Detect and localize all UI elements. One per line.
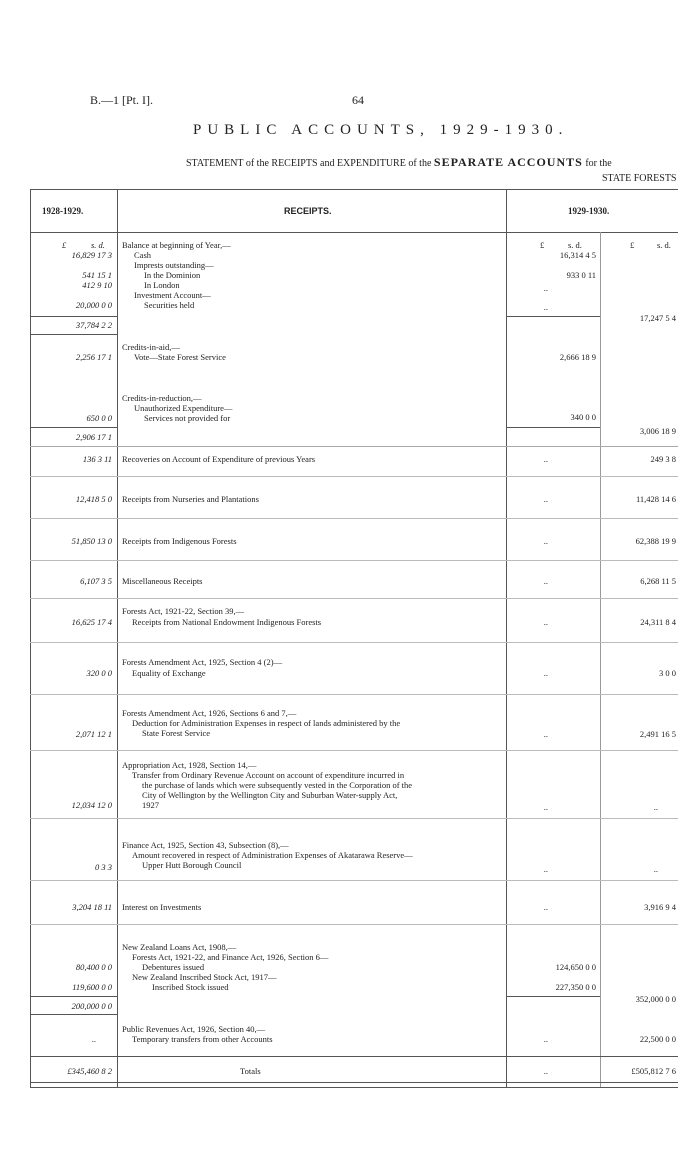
table-left-rule: [30, 189, 31, 1087]
row-rule-2: [30, 476, 678, 477]
row-rule-3: [30, 518, 678, 519]
row-rule-11: [30, 924, 678, 925]
appropriation-prev: 12,034 12 0: [71, 800, 112, 810]
amend-1926-mid: ..: [543, 729, 548, 739]
page-number: 64: [352, 93, 364, 107]
recoveries-mid: ..: [543, 454, 548, 464]
london-prev: 412 9 10: [82, 280, 112, 290]
finance-1925-heading: Finance Act, 1925, Section 43, Subsection (8),—: [122, 840, 289, 850]
inscribed-prev: 119,600 0 0: [72, 982, 112, 992]
col-head-receipts: RECEIPTS.: [284, 206, 332, 216]
securities-prev: 20,000 0 0: [75, 300, 112, 310]
balance-mid-rule: [506, 316, 600, 317]
unauth-label: Unauthorized Expenditure—: [134, 403, 233, 413]
unit-sd-curr: s. d.: [657, 240, 671, 250]
indigenous-label: Receipts from Indigenous Forests: [122, 536, 237, 546]
col-divider-1: [117, 189, 118, 1087]
loans-subrule: [30, 996, 117, 997]
loans-line1: Forests Act, 1921-22, and Finance Act, 1926, Section 6—: [132, 952, 329, 962]
finance-1925-curr: ..: [653, 864, 658, 874]
cash-label: Cash: [134, 250, 151, 260]
unit-sd-mid: s. d.: [568, 240, 582, 250]
indigenous-curr: 62,388 19 9: [635, 536, 676, 546]
public-revenues-heading: Public Revenues Act, 1926, Section 40,—: [122, 1024, 266, 1034]
credits-mid-rule: [506, 427, 600, 428]
forests-act-curr: 24,311 8 4: [640, 617, 676, 627]
appropriation-line3: City of Wellington by the Wellington City and Suburban Water-supply Act,: [142, 790, 398, 800]
row-rule-8: [30, 750, 678, 751]
header-rule: [30, 232, 678, 233]
unit-pound-curr: £: [630, 240, 635, 250]
col-head-prev: 1928-1929.: [42, 206, 84, 216]
loans-mid-rule: [506, 996, 600, 997]
securities-label: Securities held: [144, 300, 195, 310]
finance-1925-line1: Amount recovered in respect of Administration Expenses of Akatarawa Reserve—: [132, 850, 413, 860]
misc-prev: 6,107 3 5: [80, 576, 112, 586]
public-revenues-curr: 22,500 0 0: [639, 1034, 676, 1044]
subtitle-line-2: STATE FORESTS: [602, 173, 677, 184]
totals-prev: £345,460 8 2: [67, 1066, 112, 1076]
misc-mid: ..: [543, 576, 548, 586]
row-rule-9: [30, 818, 678, 819]
balance-heading: Balance at beginning of Year,—: [122, 240, 231, 250]
credits-aid-prev: 2,256 17 1: [75, 352, 112, 362]
forests-act-mid: ..: [543, 617, 548, 627]
balance-bottom-rule: [30, 334, 117, 335]
imprests-label: Imprests outstanding—: [134, 260, 214, 270]
inscribed-act: New Zealand Inscribed Stock Act, 1917—: [132, 972, 277, 982]
forests-act-heading: Forests Act, 1921-22, Section 39,—: [122, 606, 245, 616]
page-title: PUBLIC ACCOUNTS, 1929-1930.: [193, 122, 569, 138]
amend-1925-label: Equality of Exchange: [132, 668, 206, 678]
credits-aid-heading: Credits-in-aid,—: [122, 342, 180, 352]
credits-reduction-curr: 340 0 0: [570, 412, 596, 422]
row-rule-7: [30, 694, 678, 695]
indigenous-mid: ..: [543, 536, 548, 546]
row-rule-1: [30, 446, 678, 447]
totals-mid: ..: [543, 1066, 548, 1076]
nurseries-label: Receipts from Nurseries and Plantations: [122, 494, 259, 504]
cash-curr: 16,314 4 5: [559, 250, 596, 260]
subtitle-post: for the: [585, 158, 612, 169]
balance-subrule: [30, 316, 117, 317]
debentures-prev: 80,400 0 0: [75, 962, 112, 972]
amend-1925-curr: 3 0 0: [659, 668, 676, 678]
col-divider-2: [506, 189, 507, 1087]
public-revenues-label: Temporary transfers from other Accounts: [132, 1034, 273, 1044]
row-rule-6: [30, 642, 678, 643]
appropriation-line2: the purchase of lands which were subsequently vested in the Corporation of the: [142, 780, 413, 790]
unit-pound-mid: £: [540, 240, 545, 250]
appropriation-line4: 1927: [142, 800, 159, 810]
amend-1926-prev: 2,071 12 1: [75, 729, 112, 739]
dominion-curr: 933 0 11: [566, 270, 596, 280]
amend-1925-mid: ..: [543, 668, 548, 678]
interest-mid: ..: [543, 902, 548, 912]
col-head-curr: 1929-1930.: [568, 206, 610, 216]
amend-1926-heading: Forests Amendment Act, 1926, Sections 6 and 7,—: [122, 708, 297, 718]
totals-double-rule: [30, 1082, 678, 1083]
finance-1925-mid: ..: [543, 864, 548, 874]
dominion-label: In the Dominion: [144, 270, 201, 280]
loans-bottom-rule: [30, 1014, 117, 1015]
recoveries-prev: 136 3 11: [82, 454, 112, 464]
appropriation-heading: Appropriation Act, 1928, Section 14,—: [122, 760, 257, 770]
appropriation-curr: ..: [653, 802, 658, 812]
totals-curr: £505,812 7 6: [631, 1066, 676, 1076]
services-label: Services not provided for: [144, 413, 231, 423]
misc-curr: 6,268 11 5: [640, 576, 676, 586]
col-divider-3: [600, 232, 601, 1087]
credits-aid-curr: 2,666 18 9: [559, 352, 596, 362]
recoveries-curr: 249 3 8: [650, 454, 676, 464]
amend-1925-heading: Forests Amendment Act, 1925, Section 4 (2)—: [122, 657, 283, 667]
securities-curr: ..: [543, 302, 548, 312]
unit-sd-prev: s. d.: [91, 240, 105, 250]
london-curr: ..: [543, 283, 548, 293]
public-revenues-mid: ..: [543, 1034, 548, 1044]
credits-subtotal-prev: 2,906 17 1: [75, 432, 112, 442]
forests-act-label: Receipts from National Endowment Indigenous Forests: [132, 617, 322, 627]
interest-curr: 3,916 9 4: [644, 902, 676, 912]
subtitle-bold: SEPARATE ACCOUNTS: [433, 155, 583, 169]
balance-total-curr: 17,247 5 4: [639, 313, 676, 323]
statement-subtitle: [186, 155, 612, 170]
credits-reduction-heading: Credits-in-reduction,—: [122, 393, 202, 403]
loans-subtotal-prev: 200,000 0 0: [71, 1001, 112, 1011]
inscribed-label: Inscribed Stock issued: [152, 982, 229, 992]
forests-act-prev: 16,625 17 4: [71, 617, 112, 627]
london-label: In London: [144, 280, 180, 290]
table-bottom-rule: [30, 1087, 678, 1088]
vote-label: Vote—State Forest Service: [134, 352, 226, 362]
totals-label: Totals: [240, 1066, 261, 1076]
interest-prev: 3,204 18 11: [72, 902, 112, 912]
loans-heading: New Zealand Loans Act, 1908,—: [122, 942, 237, 952]
finance-1925-line2: Upper Hutt Borough Council: [142, 860, 242, 870]
document-reference: B.—1 [Pt. I].: [90, 93, 153, 107]
appropriation-mid: ..: [543, 802, 548, 812]
credits-total-curr: 3,006 18 9: [639, 426, 676, 436]
appropriation-line1: Transfer from Ordinary Revenue Account on account of expenditure incurred in: [132, 770, 405, 780]
loans-total-curr: 352,000 0 0: [635, 994, 676, 1004]
indigenous-prev: 51,850 13 0: [71, 536, 112, 546]
amend-1926-curr: 2,491 16 5: [639, 729, 676, 739]
recoveries-label: Recoveries on Account of Expenditure of previous Years: [122, 454, 316, 464]
row-rule-4: [30, 560, 678, 561]
table-top-rule: [30, 189, 678, 190]
finance-1925-prev: 0 3 3: [95, 862, 112, 872]
public-revenues-prev: ..: [91, 1034, 96, 1044]
balance-subtotal-prev: 37,784 2 2: [75, 320, 112, 330]
debentures-curr: 124,650 0 0: [555, 962, 596, 972]
invest-label: Investment Account—: [134, 290, 211, 300]
misc-label: Miscellaneous Receipts: [122, 576, 203, 586]
inscribed-curr: 227,350 0 0: [555, 982, 596, 992]
interest-label: Interest on Investments: [122, 902, 202, 912]
row-rule-5: [30, 598, 678, 599]
nurseries-prev: 12,418 5 0: [75, 494, 112, 504]
amend-1925-prev: 320 0 0: [86, 668, 112, 678]
totals-top-rule: [30, 1056, 678, 1057]
subtitle-pre: STATEMENT of the RECEIPTS and EXPENDITURE of the: [186, 158, 432, 169]
nurseries-mid: ..: [543, 494, 548, 504]
nurseries-curr: 11,428 14 6: [635, 494, 676, 504]
dominion-prev: 541 15 1: [82, 270, 112, 280]
credits-subrule: [30, 427, 117, 428]
debentures-label: Debentures issued: [142, 962, 205, 972]
row-rule-10: [30, 880, 678, 881]
unit-pound-prev: £: [62, 240, 67, 250]
amend-1926-line2: State Forest Service: [142, 728, 210, 738]
amend-1926-line1: Deduction for Administration Expenses in respect of lands administered by the: [132, 718, 401, 728]
credits-reduction-prev: 650 0 0: [86, 413, 112, 423]
cash-prev: 16,829 17 3: [71, 250, 112, 260]
